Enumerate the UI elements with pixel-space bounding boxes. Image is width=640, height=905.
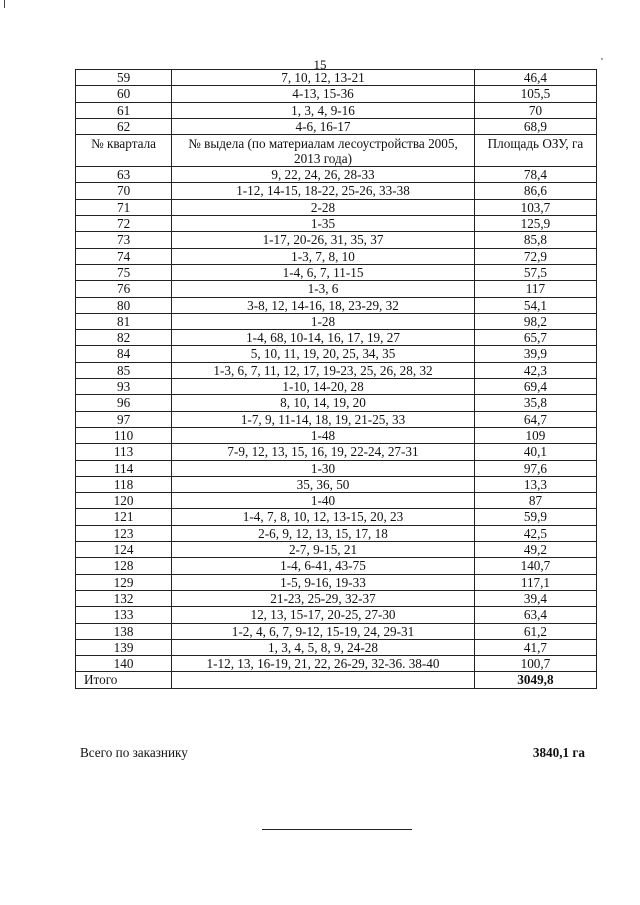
table-row bbox=[76, 525, 597, 541]
table-row bbox=[76, 656, 597, 672]
scan-edge-mark bbox=[4, 0, 5, 8]
table-row bbox=[76, 590, 597, 606]
table-row bbox=[76, 70, 597, 86]
area-cell: 57,5 bbox=[474, 264, 596, 280]
vydel-cell: 9, 22, 24, 26, 28-33 bbox=[172, 167, 475, 183]
table-row bbox=[76, 102, 597, 118]
kvartal-cell: 73 bbox=[76, 232, 172, 248]
table-row bbox=[76, 460, 597, 476]
area-cell: 42,3 bbox=[474, 362, 596, 378]
kvartal-cell: 75 bbox=[76, 264, 172, 280]
table-row bbox=[76, 118, 597, 134]
table-row bbox=[76, 281, 597, 297]
vydel-cell: 1-5, 9-16, 19-33 bbox=[172, 574, 475, 590]
area-cell: 68,9 bbox=[474, 118, 596, 134]
table-row bbox=[76, 607, 597, 623]
vydel-cell: 2-7, 9-15, 21 bbox=[172, 542, 475, 558]
signature-rule bbox=[262, 829, 412, 830]
area-cell: 40,1 bbox=[474, 444, 596, 460]
kvartal-cell: 76 bbox=[76, 281, 172, 297]
area-cell: 63,4 bbox=[474, 607, 596, 623]
vydel-cell: 8, 10, 14, 19, 20 bbox=[172, 395, 475, 411]
area-cell: 41,7 bbox=[474, 639, 596, 655]
table-total-group bbox=[76, 672, 597, 688]
area-cell: 100,7 bbox=[474, 656, 596, 672]
area-cell: 39,9 bbox=[474, 346, 596, 362]
vydel-cell: 1, 3, 4, 9-16 bbox=[172, 102, 475, 118]
area-cell: 13,3 bbox=[474, 476, 596, 492]
table-row bbox=[76, 509, 597, 525]
area-cell: 105,5 bbox=[474, 86, 596, 102]
vydel-cell: 21-23, 25-29, 32-37 bbox=[172, 590, 475, 606]
table-row bbox=[76, 558, 597, 574]
area-cell: 85,8 bbox=[474, 232, 596, 248]
table-row bbox=[76, 395, 597, 411]
kvartal-cell: 61 bbox=[76, 102, 172, 118]
vydel-cell: 1-4, 6-41, 43-75 bbox=[172, 558, 475, 574]
vydel-cell: 7, 10, 12, 13-21 bbox=[172, 70, 475, 86]
kvartal-cell: 123 bbox=[76, 525, 172, 541]
table-row bbox=[76, 167, 597, 183]
kvartal-cell: 97 bbox=[76, 411, 172, 427]
table-row bbox=[76, 297, 597, 313]
area-cell: 49,2 bbox=[474, 542, 596, 558]
kvartal-cell: 132 bbox=[76, 590, 172, 606]
kvartal-cell: 139 bbox=[76, 639, 172, 655]
vydel-cell: 1-40 bbox=[172, 493, 475, 509]
vydel-cell: 1-4, 6, 7, 11-15 bbox=[172, 264, 475, 280]
kvartal-cell: 121 bbox=[76, 509, 172, 525]
table-row bbox=[76, 330, 597, 346]
table-body-top bbox=[76, 70, 597, 135]
kvartal-cell: 74 bbox=[76, 248, 172, 264]
area-cell: 69,4 bbox=[474, 379, 596, 395]
vydel-cell: 2-28 bbox=[172, 199, 475, 215]
vydel-cell: 4-13, 15-36 bbox=[172, 86, 475, 102]
table-header-group bbox=[76, 135, 597, 167]
vydel-cell: 1-10, 14-20, 28 bbox=[172, 379, 475, 395]
total-label: Итого bbox=[76, 672, 172, 688]
area-cell: 42,5 bbox=[474, 525, 596, 541]
page-number: 15 bbox=[313, 57, 327, 72]
vydel-cell: 1-4, 68, 10-14, 16, 17, 19, 27 bbox=[172, 330, 475, 346]
area-cell: 64,7 bbox=[474, 411, 596, 427]
kvartal-cell: 62 bbox=[76, 118, 172, 134]
table-row bbox=[76, 411, 597, 427]
kvartal-cell: 71 bbox=[76, 199, 172, 215]
vydel-cell: 1, 3, 4, 5, 8, 9, 24-28 bbox=[172, 639, 475, 655]
kvartal-cell: 93 bbox=[76, 379, 172, 395]
area-cell: 54,1 bbox=[474, 297, 596, 313]
vydel-cell: 35, 36, 50 bbox=[172, 476, 475, 492]
vydel-cell: 7-9, 12, 13, 15, 16, 19, 22-24, 27-31 bbox=[172, 444, 475, 460]
area-cell: 70 bbox=[474, 102, 596, 118]
area-cell: 97,6 bbox=[474, 460, 596, 476]
vydel-cell: 1-35 bbox=[172, 216, 475, 232]
table-row bbox=[76, 86, 597, 102]
vydel-cell: 12, 13, 15-17, 20-25, 27-30 bbox=[172, 607, 475, 623]
kvartal-cell: 63 bbox=[76, 167, 172, 183]
kvartal-cell: 60 bbox=[76, 86, 172, 102]
kvartal-cell: 124 bbox=[76, 542, 172, 558]
table-row bbox=[76, 362, 597, 378]
area-cell: 78,4 bbox=[474, 167, 596, 183]
area-cell: 125,9 bbox=[474, 216, 596, 232]
vydel-cell: 1-28 bbox=[172, 313, 475, 329]
kvartal-cell: 84 bbox=[76, 346, 172, 362]
forest-plots-table bbox=[75, 69, 597, 689]
total-empty-cell bbox=[172, 672, 475, 688]
area-cell: 109 bbox=[474, 427, 596, 443]
kvartal-cell: 118 bbox=[76, 476, 172, 492]
total-value: 3049,8 bbox=[474, 672, 596, 688]
area-cell: 61,2 bbox=[474, 623, 596, 639]
kvartal-cell: 129 bbox=[76, 574, 172, 590]
table-row bbox=[76, 346, 597, 362]
vydel-cell: 1-12, 14-15, 18-22, 25-26, 33-38 bbox=[172, 183, 475, 199]
kvartal-cell: 59 bbox=[76, 70, 172, 86]
vydel-cell: 1-3, 7, 8, 10 bbox=[172, 248, 475, 264]
kvartal-cell: 114 bbox=[76, 460, 172, 476]
vydel-cell: 1-48 bbox=[172, 427, 475, 443]
kvartal-cell: 110 bbox=[76, 427, 172, 443]
table-row bbox=[76, 232, 597, 248]
header-area: Площадь ОЗУ, га bbox=[474, 135, 596, 167]
area-cell: 86,6 bbox=[474, 183, 596, 199]
kvartal-cell: 70 bbox=[76, 183, 172, 199]
grand-total-label: Всего по заказнику bbox=[80, 745, 188, 760]
vydel-cell: 1-7, 9, 11-14, 18, 19, 21-25, 33 bbox=[172, 411, 475, 427]
kvartal-cell: 82 bbox=[76, 330, 172, 346]
kvartal-cell: 120 bbox=[76, 493, 172, 509]
table-row bbox=[76, 313, 597, 329]
table-header-row bbox=[76, 135, 597, 167]
vydel-cell: 1-2, 4, 6, 7, 9-12, 15-19, 24, 29-31 bbox=[172, 623, 475, 639]
area-cell: 117 bbox=[474, 281, 596, 297]
header-kvartal: № квартала bbox=[76, 135, 172, 167]
area-cell: 117,1 bbox=[474, 574, 596, 590]
vydel-cell: 3-8, 12, 14-16, 18, 23-29, 32 bbox=[172, 297, 475, 313]
header-vydel: № выдела (по материалам лесоустройства 2005, 2013 года) bbox=[172, 135, 475, 167]
table-row bbox=[76, 639, 597, 655]
vydel-cell: 1-4, 7, 8, 10, 12, 13-15, 20, 23 bbox=[172, 509, 475, 525]
area-cell: 87 bbox=[474, 493, 596, 509]
table-row bbox=[76, 248, 597, 264]
table-row bbox=[76, 379, 597, 395]
area-cell: 59,9 bbox=[474, 509, 596, 525]
grand-total-value: 3840,1 га bbox=[532, 745, 585, 760]
area-cell: 39,4 bbox=[474, 590, 596, 606]
vydel-cell: 1-17, 20-26, 31, 35, 37 bbox=[172, 232, 475, 248]
area-cell: 98,2 bbox=[474, 313, 596, 329]
area-cell: 103,7 bbox=[474, 199, 596, 215]
vydel-cell: 1-12, 13, 16-19, 21, 22, 26-29, 32-36. 38-40 bbox=[172, 656, 475, 672]
table-row bbox=[76, 264, 597, 280]
kvartal-cell: 140 bbox=[76, 656, 172, 672]
table-row bbox=[76, 216, 597, 232]
kvartal-cell: 133 bbox=[76, 607, 172, 623]
table-row bbox=[76, 623, 597, 639]
kvartal-cell: 138 bbox=[76, 623, 172, 639]
table-body-main bbox=[76, 167, 597, 672]
kvartal-cell: 113 bbox=[76, 444, 172, 460]
kvartal-cell: 80 bbox=[76, 297, 172, 313]
table-row bbox=[76, 493, 597, 509]
vydel-cell: 2-6, 9, 12, 13, 15, 17, 18 bbox=[172, 525, 475, 541]
kvartal-cell: 96 bbox=[76, 395, 172, 411]
vydel-cell: 1-3, 6 bbox=[172, 281, 475, 297]
total-row bbox=[76, 672, 597, 688]
kvartal-cell: 81 bbox=[76, 313, 172, 329]
area-cell: 35,8 bbox=[474, 395, 596, 411]
vydel-cell: 1-30 bbox=[172, 460, 475, 476]
table-row bbox=[76, 183, 597, 199]
table-row bbox=[76, 444, 597, 460]
area-cell: 46,4 bbox=[474, 70, 596, 86]
vydel-cell: 1-3, 6, 7, 11, 12, 17, 19-23, 25, 26, 28, 32 bbox=[172, 362, 475, 378]
table-row bbox=[76, 476, 597, 492]
area-cell: 140,7 bbox=[474, 558, 596, 574]
vydel-cell: 5, 10, 11, 19, 20, 25, 34, 35 bbox=[172, 346, 475, 362]
area-cell: 72,9 bbox=[474, 248, 596, 264]
table-row bbox=[76, 199, 597, 215]
area-cell: 65,7 bbox=[474, 330, 596, 346]
kvartal-cell: 72 bbox=[76, 216, 172, 232]
table-row bbox=[76, 427, 597, 443]
vydel-cell: 4-6, 16-17 bbox=[172, 118, 475, 134]
table-row bbox=[76, 542, 597, 558]
table-row bbox=[76, 574, 597, 590]
kvartal-cell: 128 bbox=[76, 558, 172, 574]
kvartal-cell: 85 bbox=[76, 362, 172, 378]
